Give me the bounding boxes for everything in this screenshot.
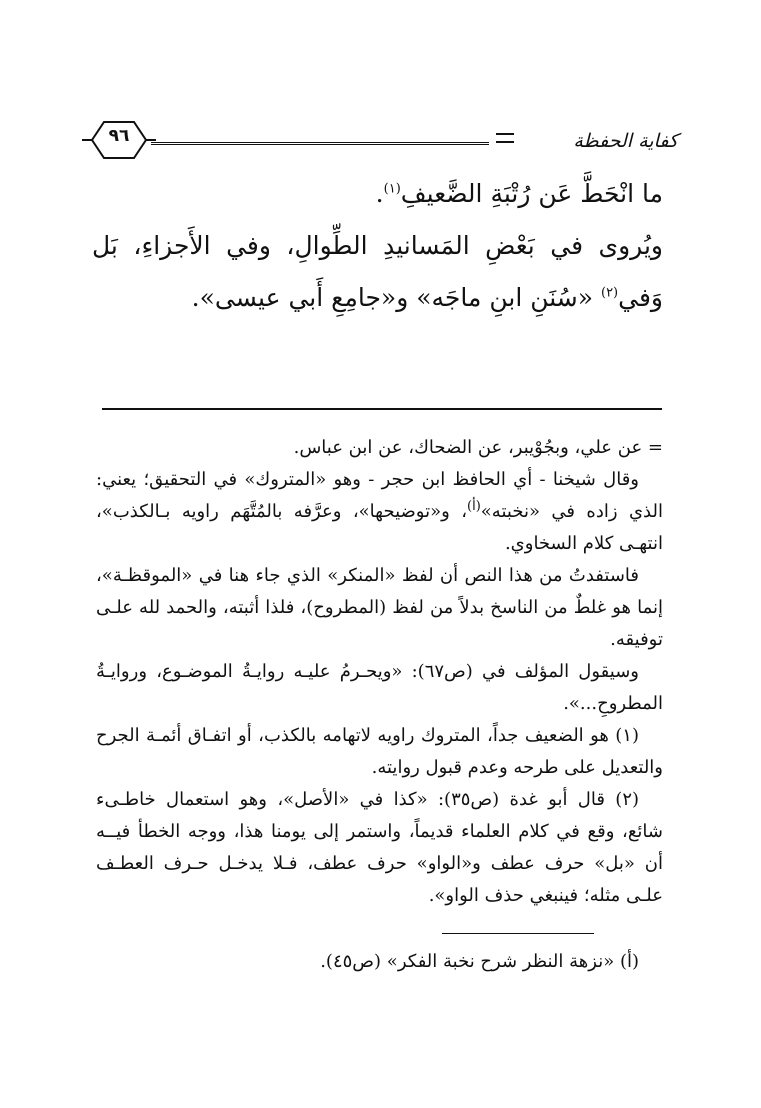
page-number: ٩٦ [108, 126, 130, 146]
header-rule [151, 142, 489, 145]
footnotes [96, 432, 663, 912]
footnote-p2-b: ، و«توضيحها»، وعرَّفه بالمُتَّهَم راويه بـالكذب»، انتهـى كلام السخاوي. [96, 501, 663, 554]
footnote-1: (١) هو الضعيف جداً، المتروك راويه لاتهامه بالكذب، أو اتفـاق أئمـة الجرح والتعديل على طرحه وعدم قبول روايته. [96, 725, 663, 778]
footnote-ref-1: (١) [383, 181, 401, 197]
footnote-2: (٢) قال أبو غدة (ص٣٥): «كذا في «الأصل»، وهو استعمال خاطـىء شائع، وقع في كلام العلماء قديماً، واستمر إلى يومنا هذا، ووجه الخطأ فيــه أن «بل» حرف عطف و«الواو» حرف عطف، فـلا يدخـل حـرف العطـف علـى مثله؛ فينبغي حذف الواو». [96, 789, 663, 906]
main-paragraph-2 [92, 220, 663, 324]
footnote-paragraph-2 [96, 464, 663, 560]
running-header [88, 118, 678, 168]
footnote-separator [102, 408, 662, 410]
header-dash-icon [496, 133, 514, 143]
main-line-1 [92, 168, 663, 220]
page-number-badge [80, 118, 158, 162]
footnote-paragraph-3: فاستفدتُ من هذا النص أن لفظ «المنكر» الذي جاء هنا في «الموقظـة»، إنما هو غلطٌ من الناسخ بدلاً من لفظ (المطروح)، فلذا أثبته، والحمد لله علـى توفيقه. [96, 565, 663, 650]
subnote: (أ) «نزهة النظر شرح نخبة الفكر» (ص٤٥). [320, 951, 639, 972]
footnote-continuation: = عن علي، وبجُوْيبر، عن الضحاك، عن ابن عباس. [293, 437, 663, 458]
subnote-separator [442, 933, 594, 934]
book-title: كفاية الحفظة [573, 130, 678, 152]
subnote-ref: (أ) [467, 499, 481, 514]
footnote-p2-a: وقال شيخنا - أي الحافظ ابن حجر - وهو «المتروك» في التحقيق؛ يعني: الذي زاده في «نخبته» [96, 469, 663, 522]
main-text [92, 168, 663, 324]
main-line-1-end: . [375, 179, 384, 208]
main-para-2-start: ويُروى في بَعْضِ المَسانيدِ الطِّوالِ، وفي الأَجزاءِ، بَل وَفي [92, 231, 663, 312]
main-para-2-end: «سُنَنِ ابنِ ماجَه» و«جامِعِ أَبي عيسى». [191, 283, 601, 312]
footnote-paragraph-4: وسيقول المؤلف في (ص٦٧): «ويحـرمُ عليـه روايـةُ الموضـوع، وروايـةُ المطروحِ...». [96, 661, 663, 714]
main-line-1-text: ما انْحَطَّ عَن رُتْبَةِ الضَّعيفِ [400, 179, 663, 208]
footnote-ref-2: (٢) [600, 285, 619, 301]
